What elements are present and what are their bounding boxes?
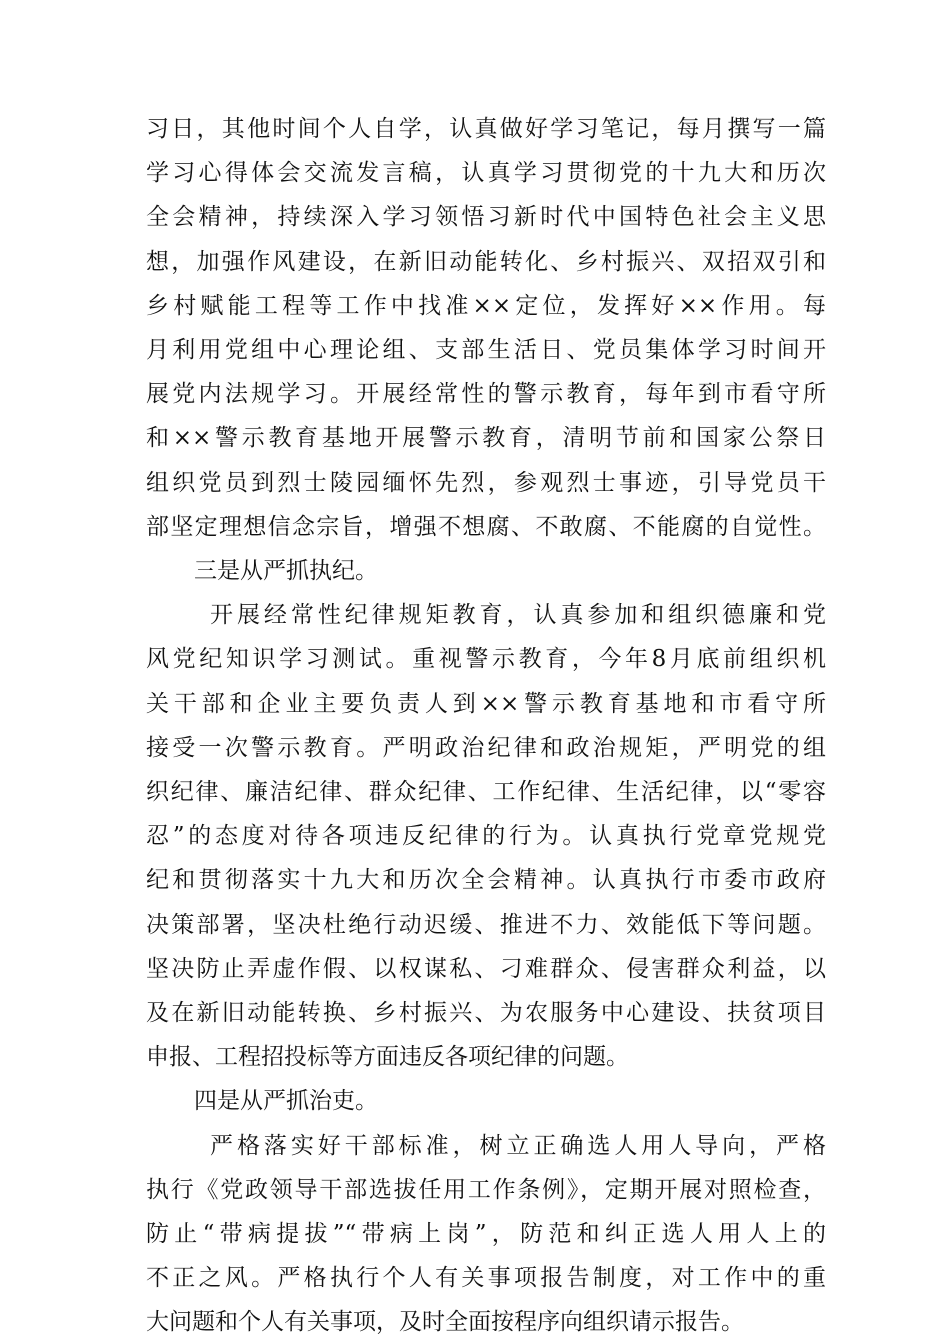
body-line: 全会精神，持续深入学习领悟习新时代中国特色社会主义思	[146, 204, 826, 231]
body-line: 防止“带病提拔”“带病上岗”，防范和纠正选人用人上的	[146, 1221, 826, 1247]
body-line: 想，加强作风建设，在新旧动能转化、乡村振兴、双招双引和	[146, 248, 826, 275]
body-line: 执行《党政领导干部选拔任用工作条例》，定期开展对照检查，	[146, 1176, 826, 1203]
body-line: 展党内法规学习。开展经常性的警示教育，每年到市看守所	[146, 381, 826, 408]
body-line: 纪和贯彻落实十九大和历次全会精神。认真执行市委市政府	[146, 867, 826, 894]
body-line: 大问题和个人有关事项，及时全面按程序向组织请示报告。	[146, 1309, 744, 1336]
body-line: 乡村赋能工程等工作中找准××定位，发挥好××作用。每	[146, 292, 826, 319]
body-line: 和××警示教育基地开展警示教育，清明节前和国家公祭日	[146, 425, 826, 452]
body-line: 不正之风。严格执行个人有关事项报告制度，对工作中的重	[146, 1265, 826, 1292]
body-line: 月利用党组中心理论组、支部生活日、党员集体学习时间开	[146, 337, 826, 363]
body-line: 习日，其他时间个人自学，认真做好学习笔记，每月撰写一篇	[146, 116, 826, 142]
body-line: 申报、工程招投标等方面违反各项纪律的问题。	[146, 1044, 629, 1071]
body-line: 部坚定理想信念宗旨，增强不想腐、不敢腐、不能腐的自觉性。	[146, 513, 826, 540]
body-line: 织纪律、廉洁纪律、群众纪律、工作纪律、生活纪律，以“零容	[146, 779, 826, 805]
body-line: 坚决防止弄虚作假、以权谋私、刁难群众、侵害群众利益，以	[146, 955, 826, 982]
section-heading-3: 三是从严抓执纪。	[194, 558, 378, 584]
body-line: 组织党员到烈士陵园缅怀先烈，参观烈士事迹，引导党员干	[146, 469, 826, 496]
body-line: 关干部和企业主要负责人到××警示教育基地和市看守所	[146, 690, 826, 717]
body-line: 接受一次警示教育。严明政治纪律和政治规矩，严明党的组	[146, 734, 826, 761]
section-heading-4: 四是从严抓治吏。	[194, 1088, 378, 1115]
body-line: 决策部署，坚决杜绝行动迟缓、推进不力、效能低下等问题。	[146, 911, 826, 938]
body-line: 学习心得体会交流发言稿，认真学习贯彻党的十九大和历次	[146, 160, 826, 187]
body-line: 忍”的态度对待各项违反纪律的行为。认真执行党章党规党	[146, 823, 826, 850]
paragraph-first-line: 严格落实好干部标准，树立正确选人用人导向，严格	[210, 1132, 826, 1159]
paragraph-first-line: 开展经常性纪律规矩教育，认真参加和组织德廉和党	[210, 602, 826, 629]
body-line: 风党纪知识学习测试。重视警示教育，今年8月底前组织机	[146, 646, 826, 673]
body-line: 及在新旧动能转换、乡村振兴、为农服务中心建设、扶贫项目	[146, 1000, 826, 1026]
